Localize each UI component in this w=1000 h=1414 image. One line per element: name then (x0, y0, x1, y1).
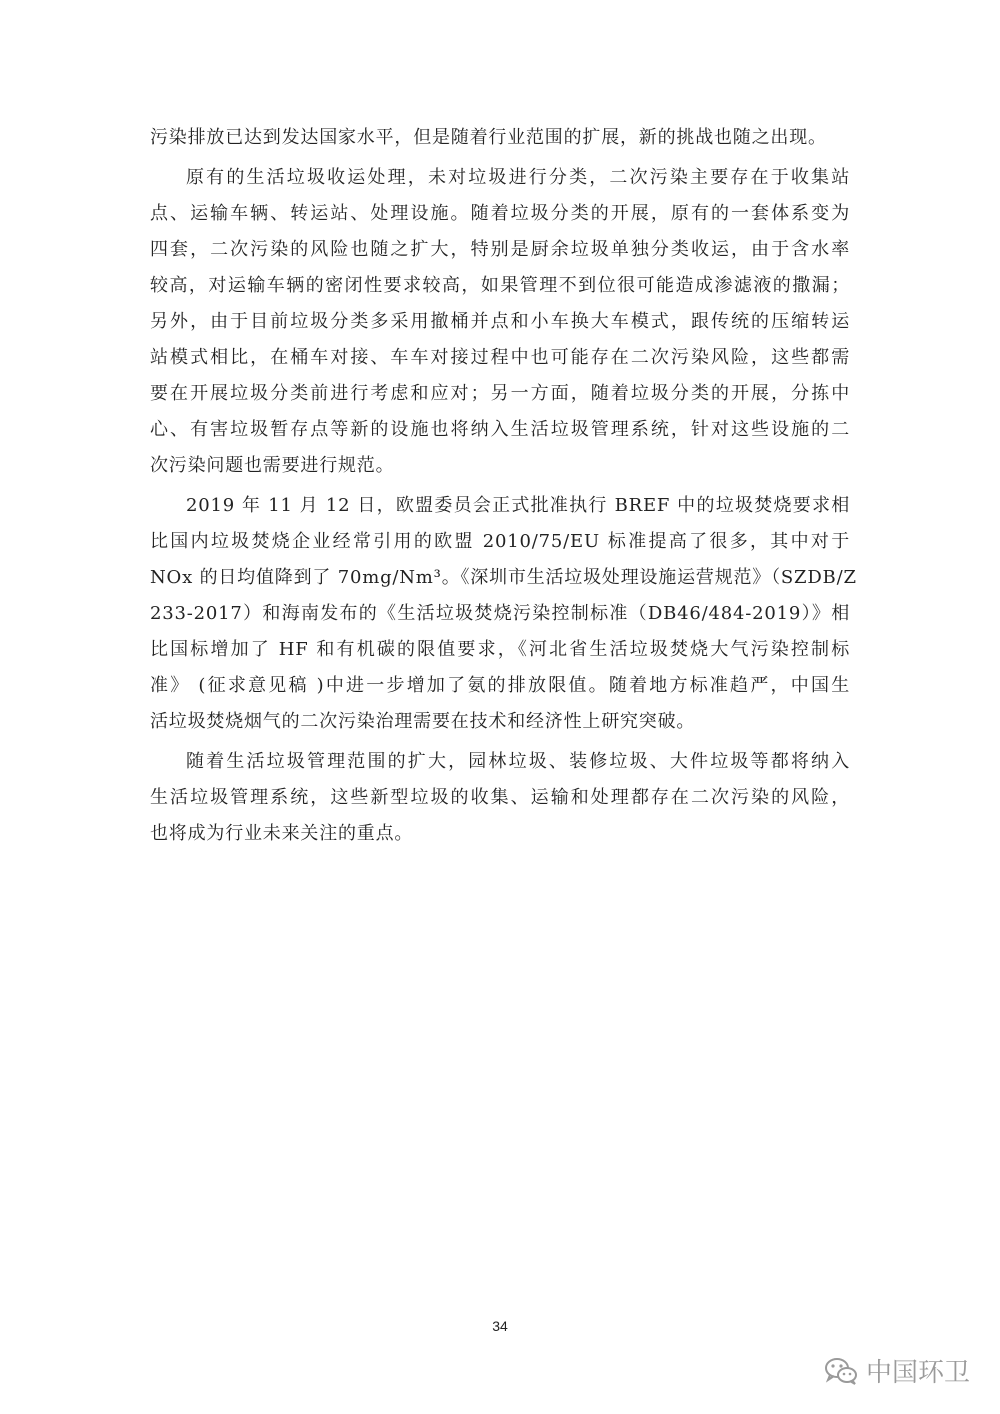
paragraph-line: 要在开展垃圾分类前进行考虑和应对；另一方面，随着垃圾分类的开展，分拣中 (150, 383, 850, 404)
watermark (824, 1352, 970, 1389)
paragraph-line: 随着生活垃圾管理范围的扩大，园林垃圾、装修垃圾、大件垃圾等都将纳入 (186, 751, 850, 772)
paragraph-line: 比国内垃圾焚烧企业经常引用的欧盟 2010/75/EU 标准提高了很多，其中对于 (150, 531, 850, 552)
paragraph-line: 233-2017）和海南发布的《生活垃圾焚烧污染控制标准（DB46/484-2019）》相 (150, 603, 850, 624)
paragraph-line: 较高，对运输车辆的密闭性要求较高，如果管理不到位很可能造成渗滤液的撒漏； (150, 275, 850, 296)
paragraph-line: 次污染问题也需要进行规范。 (150, 455, 395, 476)
wechat-icon (824, 1357, 858, 1385)
paragraph-line: 另外，由于目前垃圾分类多采用撤桶并点和小车换大车模式，跟传统的压缩转运 (150, 311, 850, 332)
paragraph-2 (150, 160, 850, 484)
paragraph-line: 也将成为行业未来关注的重点。 (150, 823, 414, 844)
paragraph-line: 准》 (征求意见稿 )中进一步增加了氨的排放限值。随着地方标准趋严，中国生 (150, 675, 850, 696)
paragraph-3 (150, 488, 857, 740)
page-number: 34 (492, 1318, 508, 1334)
paragraph-line: 污染排放已达到发达国家水平，但是随着行业范围的扩展，新的挑战也随之出现。 (150, 127, 827, 148)
watermark-text: 中国环卫 (865, 1358, 970, 1388)
paragraph-line: NOx 的日均值降到了 70mg/Nm³。《深圳市生活垃圾处理设施运营规范》（SZDB/Z (150, 567, 857, 588)
paragraph-line: 2019 年 11 月 12 日，欧盟委员会正式批准执行 BREF 中的垃圾焚烧要求相 (186, 495, 850, 516)
paragraph-line: 活垃圾焚烧烟气的二次污染治理需要在技术和经济性上研究突破。 (150, 711, 696, 732)
document-body (150, 120, 857, 852)
paragraph-line: 生活垃圾管理系统，这些新型垃圾的收集、运输和处理都存在二次污染的风险， (150, 787, 850, 808)
paragraph-4 (150, 744, 850, 852)
paragraph-line: 比国标增加了 HF 和有机碳的限值要求，《河北省生活垃圾焚烧大气污染控制标 (150, 639, 850, 660)
paragraph-line: 点、运输车辆、转运站、处理设施。随着垃圾分类的开展，原有的一套体系变为 (150, 203, 850, 224)
paragraph-1 (150, 120, 850, 156)
paragraph-line: 原有的生活垃圾收运处理，未对垃圾进行分类，二次污染主要存在于收集站 (186, 167, 850, 188)
paragraph-line: 心、有害垃圾暂存点等新的设施也将纳入生活垃圾管理系统，针对这些设施的二 (150, 419, 850, 440)
paragraph-line: 站模式相比，在桶车对接、车车对接过程中也可能存在二次污染风险，这些都需 (150, 347, 850, 368)
paragraph-line: 四套，二次污染的风险也随之扩大，特别是厨余垃圾单独分类收运，由于含水率 (150, 239, 850, 260)
